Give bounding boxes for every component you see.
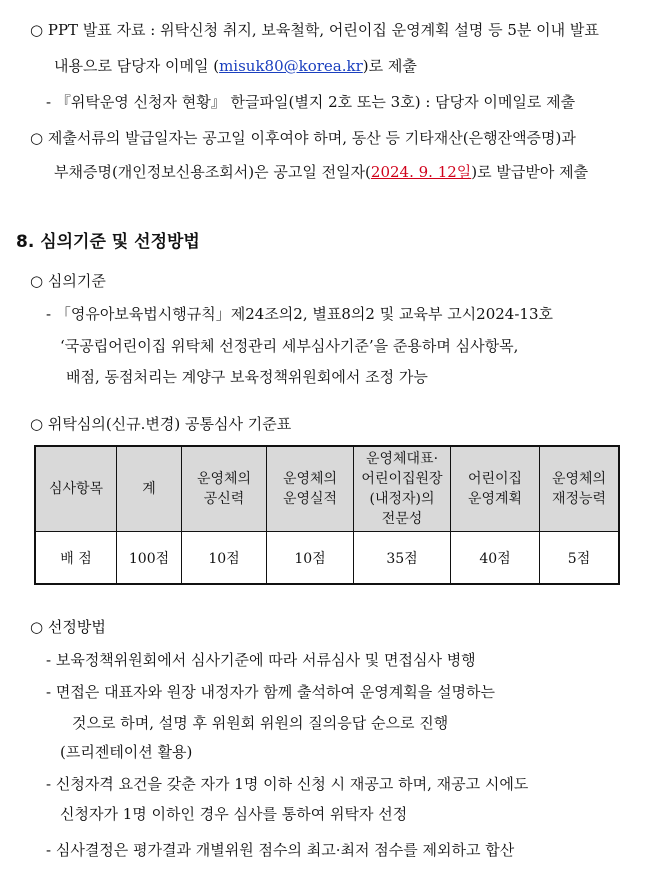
row-label-cell: 배 점 [35, 532, 117, 585]
score-cell: 35점 [354, 532, 451, 585]
selection-line-5: - 신청자격 요건을 갖춘 자가 1명 이하 신청 시 재공고 하며, 재공고 시에도 [46, 775, 529, 793]
score-cell: 5점 [540, 532, 620, 585]
docs-date: 2024. 9. 12일 [370, 163, 472, 181]
selection-line-7: - 심사결정은 평가결과 개별위원 점수의 최고·최저 점수를 제외하고 합산 [46, 841, 515, 859]
email-link[interactable]: misuk80@korea.kr [219, 57, 363, 75]
table-caption: ○ 위탁심의(신규.변경) 공통심사 기준표 [30, 415, 292, 433]
score-cell: 10점 [267, 532, 354, 585]
selection-heading: ○ 선정방법 [30, 618, 106, 636]
table-header-cell: 운영체의 공신력 [182, 446, 267, 532]
table-header-cell: 운영체대표· 어린이집원장 (내정자)의 전문성 [354, 446, 451, 532]
table-header-row [35, 446, 619, 532]
criteria-table [34, 445, 620, 585]
selection-line-2: - 면접은 대표자와 원장 내정자가 함께 출석하여 운영계획을 설명하는 [46, 683, 495, 701]
table-header-cell: 운영체의 재정능력 [540, 446, 620, 532]
table-header-cell: 어린이집 운영계획 [451, 446, 540, 532]
criteria-line-3: 배점, 동점처리는 계양구 보육정책위원회에서 조정 가능 [66, 368, 428, 386]
selection-line-6: 신청자가 1명 이하인 경우 심사를 통하여 위탁자 선정 [60, 805, 408, 823]
score-cell: 100점 [117, 532, 182, 585]
docs-line-2 [54, 162, 588, 182]
docs-line-2-prefix: 부채증명(개인정보신용조회서)은 공고일 전일자( [54, 163, 371, 181]
criteria-line-2: ‘국공립어린이집 위탁체 선정관리 세부심사기준’을 준용하며 심사항목, [60, 337, 519, 355]
criteria-heading: ○ 심의기준 [30, 272, 106, 290]
selection-line-1: - 보육정책위원회에서 심사기준에 따라 서류심사 및 면접심사 병행 [46, 651, 476, 669]
score-cell: 40점 [451, 532, 540, 585]
table-header-cell: 심사항목 [35, 446, 117, 532]
section-8-title: 8. 심의기준 및 선정방법 [16, 232, 200, 252]
ppt-line-2 [54, 56, 417, 76]
ppt-line-2-suffix: )로 제출 [362, 57, 417, 75]
table-row [35, 532, 619, 585]
table-header-cell: 운영체의 운영실적 [267, 446, 354, 532]
selection-line-4: (프리젠테이션 활용) [60, 743, 193, 761]
ppt-line-2-prefix: 내용으로 담당자 이메일 ( [54, 57, 220, 75]
docs-line-1: ○ 제출서류의 발급일자는 공고일 이후여야 하며, 동산 등 기타재산(은행잔액증명)과 [30, 129, 576, 147]
selection-line-3: 것으로 하며, 설명 후 위원회 위원의 질의응답 순으로 진행 [72, 714, 449, 732]
table-header-cell: 계 [117, 446, 182, 532]
docs-line-2-suffix: )로 발급받아 제출 [471, 163, 589, 181]
criteria-line-1: - 「영유아보육법시행규칙」제24조의2, 별표8의2 및 교육부 고시2024-13호 [46, 305, 553, 323]
ppt-line-1: ○ PPT 발표 자료 : 위탁신청 취지, 보육철학, 어린이집 운영계획 설명 등 5분 이내 발표 [30, 21, 599, 39]
score-cell: 10점 [182, 532, 267, 585]
status-file-line: - 『위탁운영 신청자 현황』 한글파일(별지 2호 또는 3호) : 담당자 이메일로 제출 [46, 93, 576, 111]
